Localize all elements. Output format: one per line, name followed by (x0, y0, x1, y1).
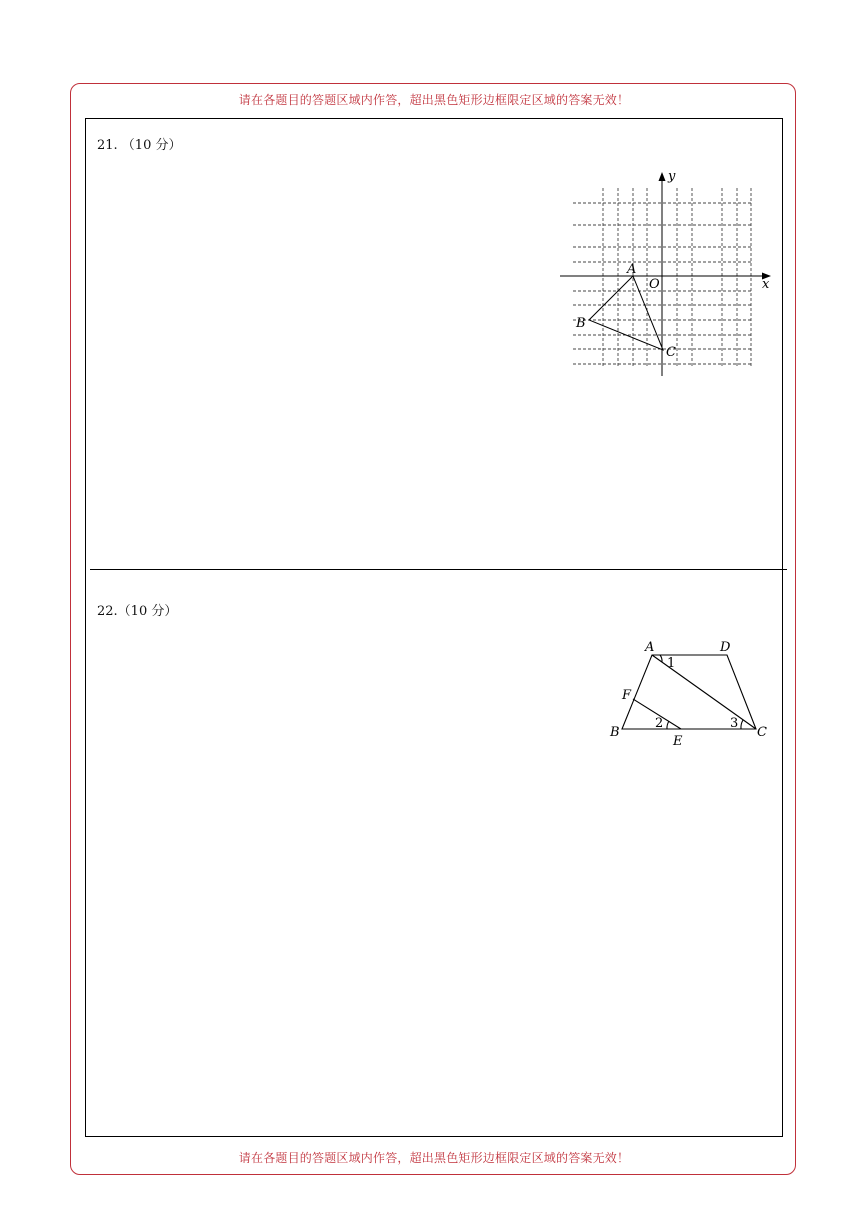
q22-point-c-label: C (757, 725, 767, 740)
q21-axis-x-label: x (762, 277, 770, 292)
q22-point-e-label: E (673, 734, 683, 749)
q22-point-a-label: A (645, 640, 655, 655)
notice-top: 请在各题目的答题区域内作答，超出黑色矩形边框限定区域的答案无效！ (238, 93, 630, 107)
q22-angle-3-label: 3 (730, 716, 739, 731)
q21-point-a-label: A (627, 262, 637, 277)
question-21-label: 21. （10 分） (97, 138, 182, 153)
notice-bottom: 请在各题目的答题区域内作答，超出黑色矩形边框限定区域的答案无效！ (238, 1151, 630, 1165)
q21-origin-label: O (649, 277, 660, 292)
question-22-label: 22.（10 分） (97, 604, 178, 619)
q22-angle-2-label: 2 (655, 716, 664, 731)
q21-point-b-label: B (576, 316, 586, 331)
q21-axis-y-label: y (668, 169, 676, 184)
q22-point-d-label: D (720, 640, 731, 655)
q22-angle-1-label: 1 (667, 656, 676, 671)
angle-3-mark (741, 720, 743, 729)
q22-point-f-label: F (622, 688, 632, 703)
q22-point-b-label: B (610, 725, 620, 740)
angle-2-mark (667, 721, 669, 729)
q21-point-c-label: C (666, 345, 676, 360)
